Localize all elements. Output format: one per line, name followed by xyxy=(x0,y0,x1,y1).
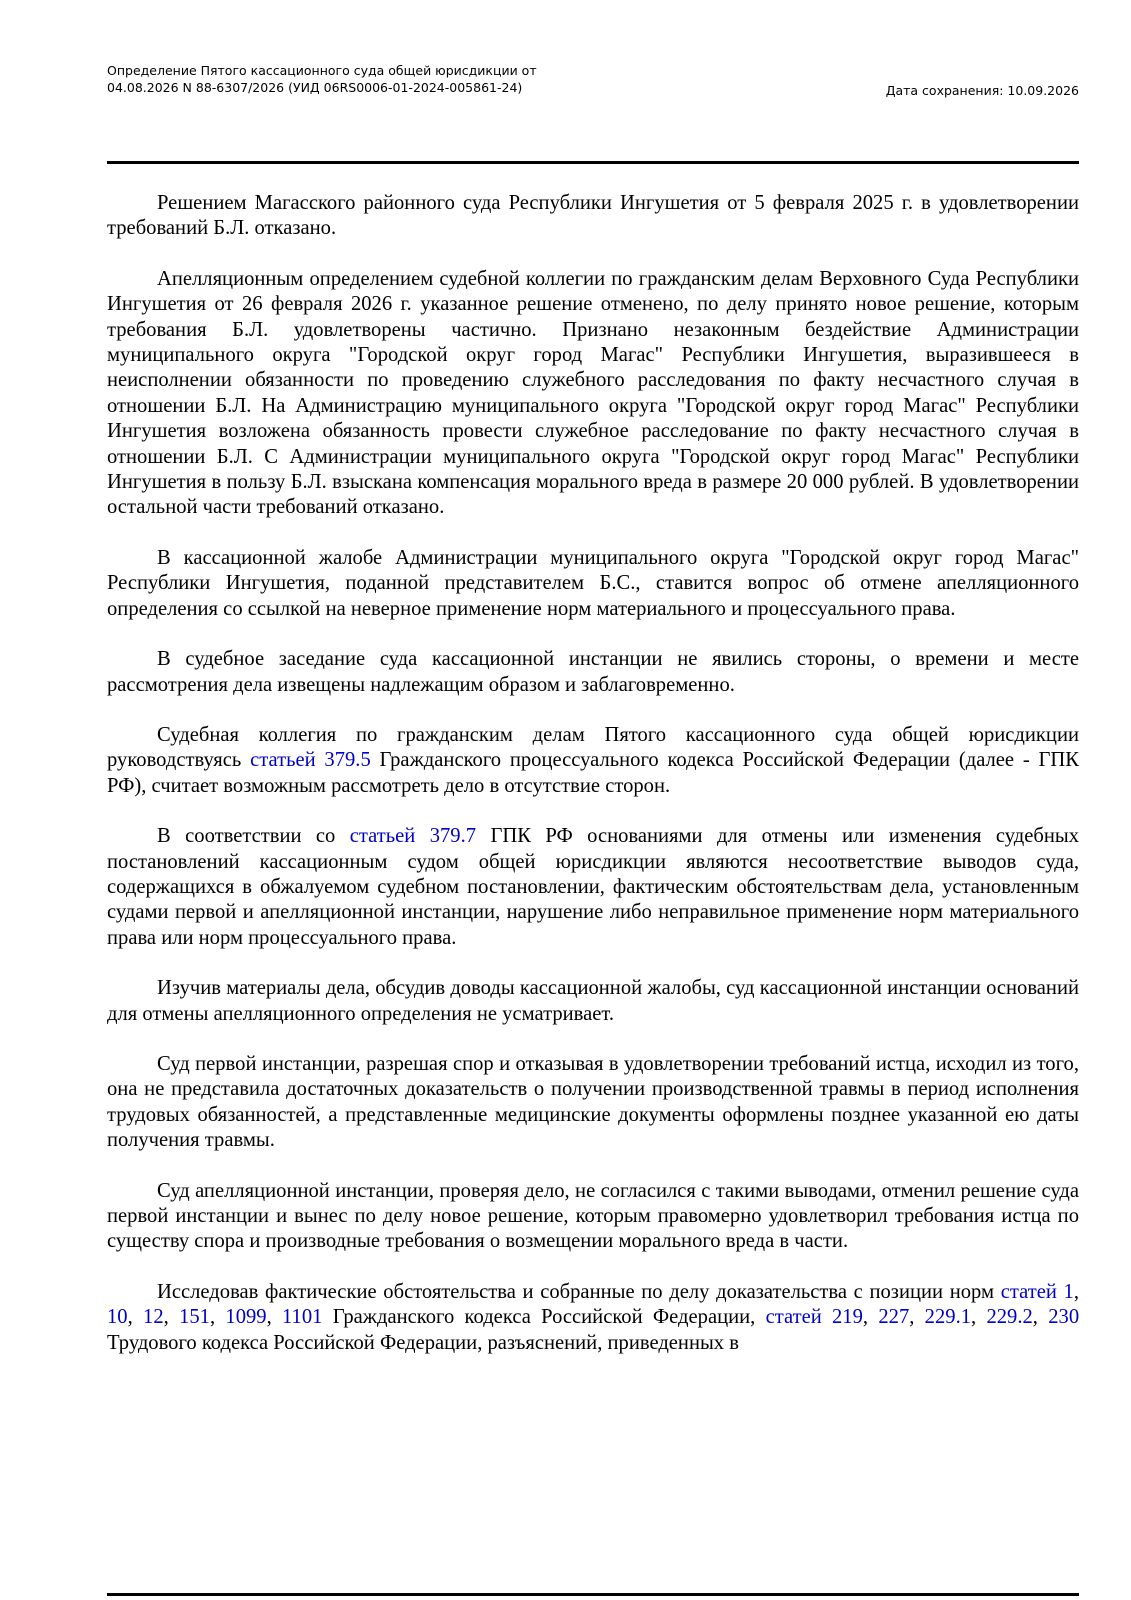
link-article-379-5[interactable]: статьей 379.5 xyxy=(250,749,371,772)
text: В соответствии со xyxy=(157,825,350,848)
paragraph: Решением Магасского районного суда Республики Ингушетия от 5 февраля 2025 г. в удовлетворении требований Б.Л. отказано. xyxy=(107,192,1079,240)
paragraph xyxy=(107,824,1079,951)
paragraph: Суд первой инстанции, разрешая спор и отказывая в удовлетворении требований истца, исходил из того, она не представила достаточных доказательств о получении производственной травмы в период исполнения трудовых обязанностей, а представленные медицинские документы оформлены позднее указанной ею даты получения травмы. xyxy=(107,1052,1079,1152)
document-title-line1: Определение Пятого кассационного суда общей юрисдикции от xyxy=(107,63,537,78)
document-title xyxy=(107,62,627,96)
paragraph xyxy=(107,723,1079,799)
link-tk-article-230[interactable]: 230 xyxy=(1048,1306,1080,1329)
text: Исследовав фактические обстоятельства и собранные по делу доказательства с позиции норм xyxy=(157,1280,1001,1303)
link-tk-article-229-2[interactable]: 229.2 xyxy=(986,1306,1033,1329)
link-gk-article-12[interactable]: 12 xyxy=(143,1306,164,1329)
text: Трудового кодекса Российской Федерации, разъяснений, приведенных в xyxy=(107,1331,739,1354)
link-tk-article-219[interactable]: статей 219 xyxy=(765,1306,863,1329)
link-article-379-7[interactable]: статьей 379.7 xyxy=(349,825,477,848)
link-tk-article-229-1[interactable]: 229.1 xyxy=(924,1306,972,1329)
link-gk-article-1[interactable]: статей 1 xyxy=(1000,1280,1074,1303)
text: ГПК РФ основаниями для отмены или изменения судебных постановлений кассационным судом общей юрисдикции являются несоответствие выводов суда, содержащихся в обжалуемом судебном постановлении, фактическим обстоятельствам дела, установленным судами первой и апелляционной инстанции, нарушение либо неправильное применение норм материального права или норм процессуального права. xyxy=(107,825,1079,949)
text: Гражданского процессуального кодекса Российской Федерации (далее - ГПК РФ), считает возможным рассмотреть дело в отсутствие сторон. xyxy=(107,749,1079,797)
link-gk-article-1101[interactable]: 1101 xyxy=(282,1306,323,1329)
link-tk-article-227[interactable]: 227 xyxy=(878,1306,910,1329)
footer-divider xyxy=(107,1593,1079,1596)
paragraph: Суд апелляционной инстанции, проверяя дело, не согласился с такими выводами, отменил решение суда первой инстанции и вынес по делу новое решение, которым правомерно удовлетворил требования истца по существу спора и производные требования о возмещении морального вреда в части. xyxy=(107,1179,1079,1253)
header-divider xyxy=(107,161,1079,164)
save-date: Дата сохранения: 10.09.2026 xyxy=(885,83,1079,98)
text: Судебная коллегия по гражданским делам Пятого кассационного суда общей юрисдикции руководствуясь xyxy=(107,723,1079,772)
paragraph: В судебное заседание суда кассационной инстанции не явились стороны, о времени и месте рассмотрения дела извещены надлежащим образом и заблаговременно. xyxy=(107,648,1079,696)
paragraph: Исследовав фактические обстоятельства и собранные по делу доказательства с позиции норм статей 1, 10, 12, 151, 1099, 1101 Гражданского кодекса Российской Федерации, статей 219, 227, 229.1, 229.2, 230 Трудового кодекса Российской Федерации, разъяснений, приведенных в xyxy=(107,1280,1080,1354)
document-title-line2: 04.08.2026 N 88-6307/2026 (УИД 06RS0006-01-2024-005861-24) xyxy=(107,80,523,95)
text: Гражданского кодекса Российской Федерации, xyxy=(322,1306,766,1329)
link-gk-article-1099[interactable]: 1099 xyxy=(225,1306,267,1329)
paragraph: Изучив материалы дела, обсудив доводы кассационной жалобы, суд кассационной инстанции оснований для отмены апелляционного определения не усматривает. xyxy=(107,977,1079,1025)
link-gk-article-10[interactable]: 10 xyxy=(107,1306,128,1329)
link-gk-article-151[interactable]: 151 xyxy=(179,1306,210,1329)
document-body xyxy=(107,191,1079,1381)
paragraph: В кассационной жалобе Администрации муниципального округа "Городской округ город Магас" Республики Ингушетия, поданной представителем Б.С., ставится вопрос об отмене апелляционного определения со ссылкой на неверное применение норм материального и процессуального права. xyxy=(107,546,1079,620)
paragraph: Апелляционным определением судебной коллегии по гражданским делам Верховного Суда Республики Ингушетия от 26 февраля 2026 г. указанное решение отменено, по делу принято новое решение, которым требования Б.Л. удовлетворены частично. Признано незаконным бездействие Администрации муниципального округа "Городской округ город Магас" Республики Ингушетия, выразившееся в неисполнении обязанности по проведению служебного расследования по факту несчастного случая в отношении Б.Л. На Администрацию муниципального округа "Городской округ город Магас" Республики Ингушетия возложена обязанность провести служебное расследование по факту несчастного случая в отношении Б.Л. С Администрации муниципального округа "Городской округ город Магас" Республики Ингушетия в пользу Б.Л. взыскана компенсация морального вреда в размере 20 000 рублей. В удовлетворении остальной части требований отказано. xyxy=(107,267,1079,519)
